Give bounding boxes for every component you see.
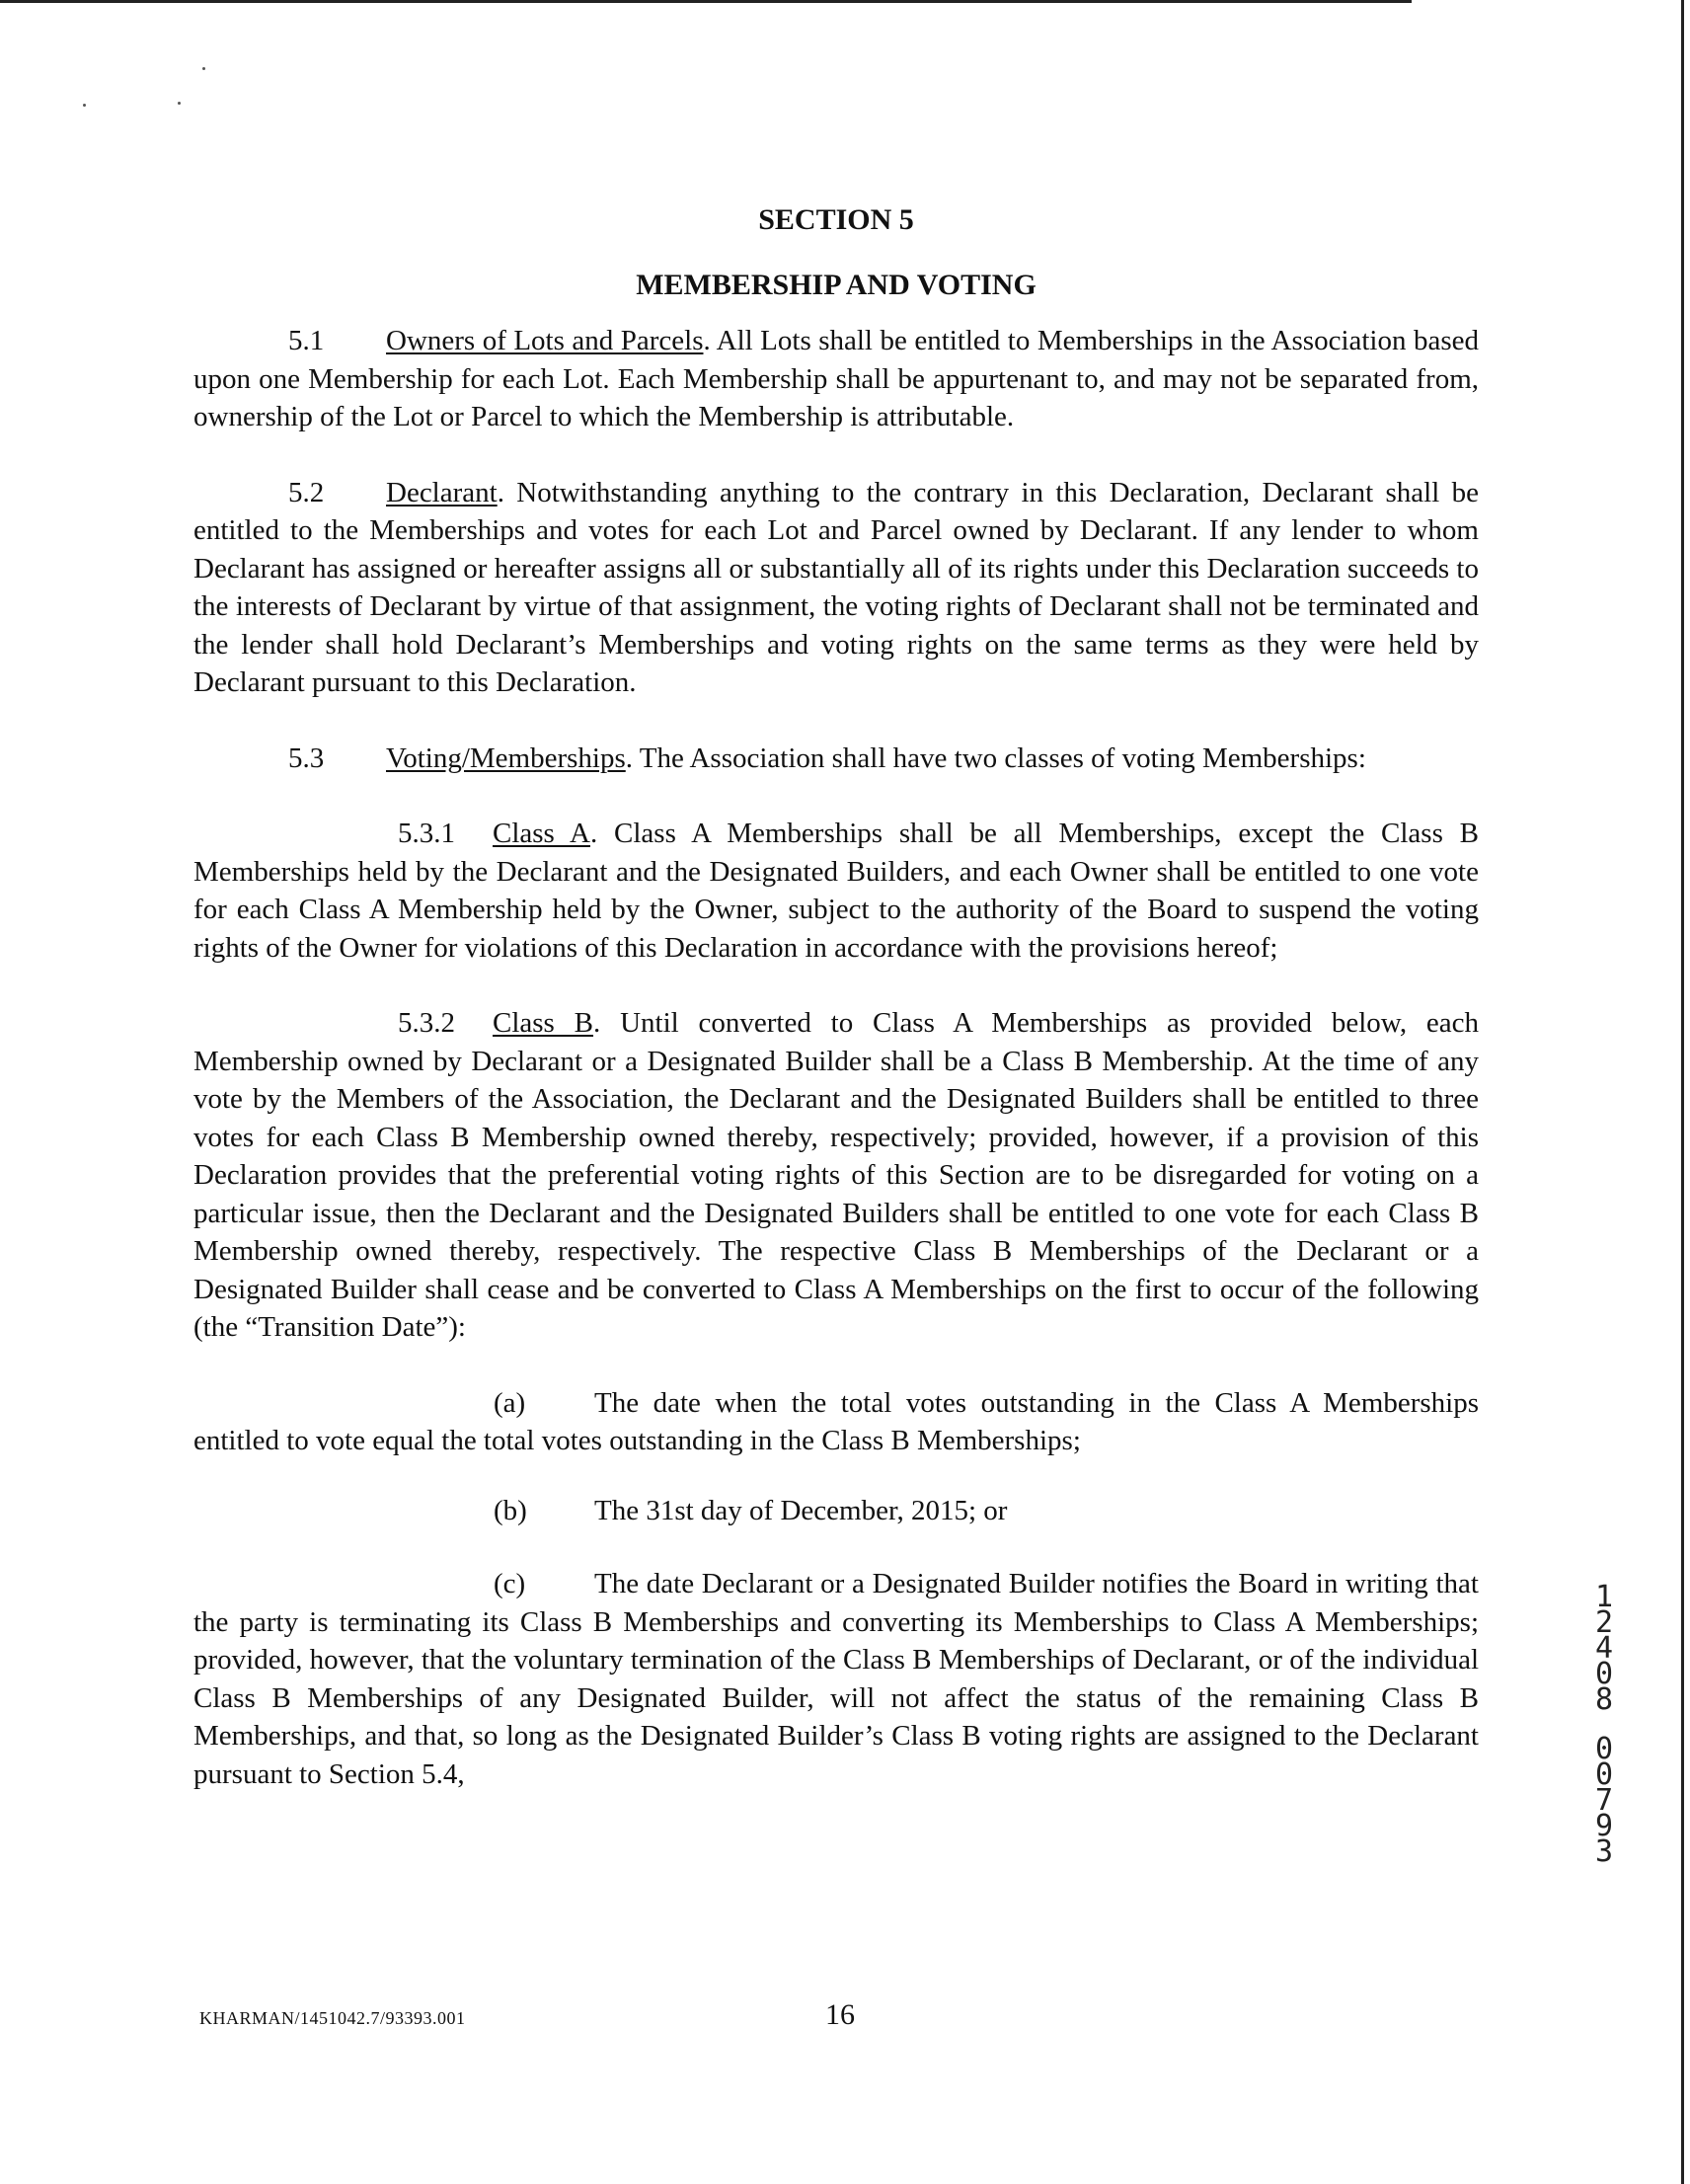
clause-number: 5.1 — [288, 325, 325, 356]
stamp-digit: 3 — [1594, 1834, 1614, 1869]
clause-text: . The Association shall have two classes of voting Memberships: — [625, 741, 1366, 774]
paragraph-5-3 — [193, 740, 1479, 778]
scan-speck — [178, 102, 181, 105]
item-text: The date Declarant or a Designated Builder notifies the Board in writing that the party is terminating its Class B Memberships and converting its Memberships to Class A Memberships; provided, however, that the voluntary termination of the Class B Memberships of Declarant, or of the individual Class B Memberships of any Designated Builder, will not affect the status of the remaining Class B Memberships, and that, so long as the Designated Builder’s Class B voting rights are assigned to the Declarant pursuant to Section 5.4, — [193, 1568, 1479, 1790]
recording-number-stamp — [1589, 1580, 1619, 1869]
item-marker: (b) — [494, 1494, 527, 1526]
clause-heading: Voting/Memberships — [386, 741, 626, 774]
document-page — [193, 201, 1479, 1793]
stamp-digit: 4 — [1594, 1631, 1614, 1666]
section-title: MEMBERSHIP AND VOTING — [636, 269, 1037, 301]
scan-right-edge — [1681, 0, 1684, 2184]
list-item-b — [193, 1492, 1479, 1530]
list-item-c — [193, 1565, 1479, 1793]
clause-text: . Notwithstanding anything to the contrary in this Declaration, Declarant shall be entitled to the Memberships and votes for each Lot and Parcel owned by Declarant. If any lender to whom Declarant has assigned or hereafter assigns all or substantially all of its rights under this Declaration succeeds to the interests of Declarant by virtue of that assignment, the voting rights of Declarant shall not be terminated and the lender shall hold Declarant’s Memberships and voting rights on the same terms as they were held by Declarant pursuant to this Declaration. — [193, 476, 1479, 698]
stamp-digit: 2 — [1594, 1605, 1614, 1640]
paragraph-5-3-1 — [193, 815, 1479, 967]
stamp-digit: 7 — [1594, 1783, 1614, 1818]
scan-speck — [83, 104, 86, 107]
item-text: The 31st day of December, 2015; or — [594, 1494, 1008, 1526]
clause-number: 5.2 — [288, 476, 325, 508]
stamp-digit: 0 — [1594, 1657, 1614, 1691]
scan-top-edge — [0, 0, 1412, 3]
paragraph-5-1 — [193, 322, 1479, 436]
clause-text: . All Lots shall be entitled to Memberships in the Association based upon one Membership for each Lot. Each Membership shall be appurtenant to, and may not be separated from, ownership of the Lot or Parcel to which the Membership is attributable. — [193, 325, 1479, 432]
stamp-digit: 0 — [1594, 1732, 1614, 1766]
clause-number: 5.3.2 — [398, 1007, 455, 1039]
stamp-digit: 9 — [1594, 1809, 1614, 1843]
item-text: The date when the total votes outstanding in the Class A Memberships entitled to vote equal the total votes outstanding in the Class B Memberships; — [193, 1386, 1479, 1456]
clause-heading: Declarant — [386, 476, 498, 508]
paragraph-5-3-2 — [193, 1004, 1479, 1347]
list-item-a — [193, 1384, 1479, 1460]
stamp-digit: 1 — [1594, 1580, 1614, 1614]
stamp-digit: 8 — [1594, 1682, 1614, 1717]
clause-number: 5.3.1 — [398, 818, 455, 849]
clause-heading: Class A — [493, 818, 590, 849]
footer-page-number: 16 — [825, 1998, 855, 2031]
clause-heading: Class B — [493, 1007, 594, 1039]
clause-number: 5.3 — [288, 741, 325, 774]
item-marker: (a) — [494, 1386, 526, 1419]
clause-text: . Until converted to Class A Memberships as provided below, each Membership owned by Declarant or a Designated Builder shall be a Class B Membership. At the time of any vote by the Members of the Association, the Declarant and the Designated Builders shall be entitled to three votes for each Class B Membership owned thereby, respectively; provided, however, if a provision of this Declaration provides that the preferential voting rights of this Section are to be disregarded for voting on a particular issue, then the Declarant and the Designated Builders shall be entitled to one vote for each Class B Membership owned thereby, respectively. The respective Class B Memberships of the Declarant or a Designated Builder shall cease and be converted to Class A Memberships on the first to occur of the following (the “Transition Date”): — [193, 1007, 1480, 1343]
item-marker: (c) — [494, 1568, 526, 1599]
paragraph-5-2 — [193, 474, 1479, 702]
scan-speck — [202, 67, 205, 70]
section-label: SECTION 5 — [758, 203, 914, 236]
stamp-digit: 0 — [1594, 1757, 1614, 1792]
footer-document-id: KHARMAN/1451042.7/93393.001 — [199, 2008, 466, 2028]
clause-text: . Class A Memberships shall be all Memberships, except the Class B Memberships held by the Declarant and the Designated Builders, and each Owner shall be entitled to one vote for each Class A Membership held by the Owner, subject to the authority of the Board to suspend the voting rights of the Owner for violations of this Declaration in accordance with the provisions hereof; — [193, 818, 1479, 964]
clause-heading: Owners of Lots and Parcels — [386, 325, 704, 356]
